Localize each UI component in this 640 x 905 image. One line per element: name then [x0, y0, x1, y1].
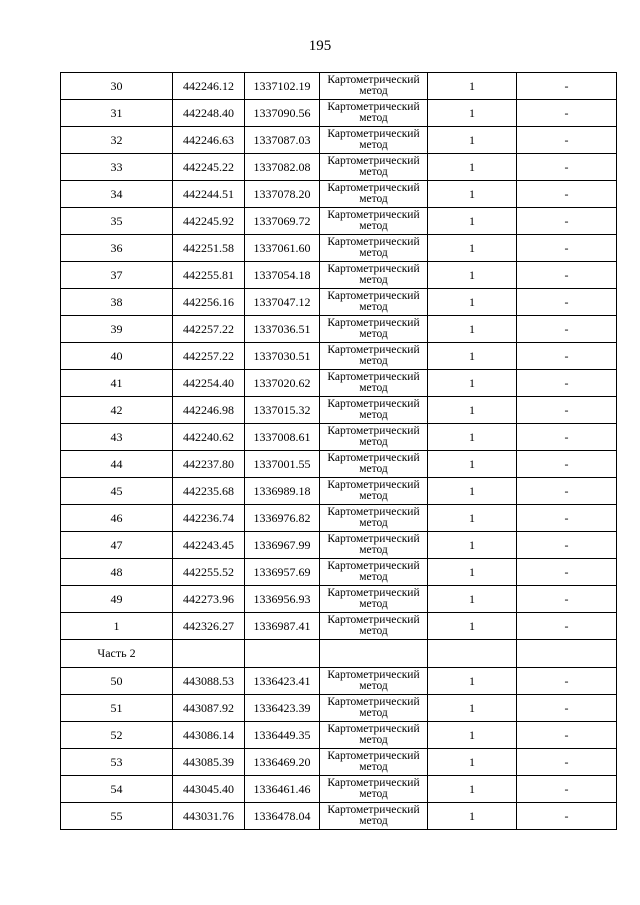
- method-cell: [320, 181, 428, 208]
- description-cell: -: [517, 397, 617, 424]
- table-row: [61, 559, 617, 586]
- method-line-2: метод: [359, 85, 388, 97]
- accuracy-cell: 1: [428, 586, 517, 613]
- x-coordinate-cell: 442246.12: [173, 73, 245, 100]
- accuracy-cell: 1: [428, 478, 517, 505]
- point-number-cell: 49: [61, 586, 173, 613]
- y-coordinate-cell: 1337008.61: [245, 424, 320, 451]
- method-line-2: метод: [359, 193, 388, 205]
- accuracy-cell: 1: [428, 370, 517, 397]
- table-row: [61, 749, 617, 776]
- x-coordinate-cell: 443087.92: [173, 695, 245, 722]
- method-line-2: метод: [359, 680, 388, 692]
- method-cell: [320, 478, 428, 505]
- method-line-2: метод: [359, 490, 388, 502]
- method-line-1: Картометрический: [327, 750, 420, 762]
- x-coordinate-cell: 442237.80: [173, 451, 245, 478]
- method-cell: [320, 668, 428, 695]
- y-coordinate-cell: 1337069.72: [245, 208, 320, 235]
- table-row: [61, 343, 617, 370]
- method-cell: [320, 100, 428, 127]
- table-row: [61, 803, 617, 830]
- description-cell: -: [517, 668, 617, 695]
- method-line-2: метод: [359, 815, 388, 827]
- accuracy-cell: 1: [428, 532, 517, 559]
- method-line-2: метод: [359, 598, 388, 610]
- point-number-cell: 48: [61, 559, 173, 586]
- table-row: [61, 722, 617, 749]
- x-coordinate-cell: 442251.58: [173, 235, 245, 262]
- method-cell: [320, 73, 428, 100]
- method-cell: [320, 559, 428, 586]
- method-line-1: Картометрический: [327, 777, 420, 789]
- x-coordinate-cell: 442254.40: [173, 370, 245, 397]
- point-number-cell: 53: [61, 749, 173, 776]
- x-coordinate-cell: 442248.40: [173, 100, 245, 127]
- method-line-1: Картометрический: [327, 479, 420, 491]
- table-row: [61, 505, 617, 532]
- point-number-cell: 54: [61, 776, 173, 803]
- table-row: [61, 397, 617, 424]
- point-number-cell: 51: [61, 695, 173, 722]
- method-cell: [320, 776, 428, 803]
- method-line-1: Картометрический: [327, 236, 420, 248]
- description-cell: -: [517, 695, 617, 722]
- method-line-2: метод: [359, 220, 388, 232]
- y-coordinate-cell: 1336478.04: [245, 803, 320, 830]
- y-coordinate-cell: 1336989.18: [245, 478, 320, 505]
- method-line-2: метод: [359, 301, 388, 313]
- method-line-1: Картометрический: [327, 723, 420, 735]
- x-coordinate-cell: 442246.98: [173, 397, 245, 424]
- y-coordinate-cell: 1337090.56: [245, 100, 320, 127]
- method-line-2: метод: [359, 382, 388, 394]
- method-cell: [320, 722, 428, 749]
- accuracy-cell: 1: [428, 559, 517, 586]
- method-cell: [320, 397, 428, 424]
- point-number-cell: 50: [61, 668, 173, 695]
- x-coordinate-cell: 442326.27: [173, 613, 245, 640]
- table-row: [61, 613, 617, 640]
- point-number-cell: 42: [61, 397, 173, 424]
- point-number-cell: 43: [61, 424, 173, 451]
- method-line-1: Картометрический: [327, 560, 420, 572]
- method-line-1: Картометрический: [327, 696, 420, 708]
- method-cell: [320, 613, 428, 640]
- accuracy-cell: 1: [428, 262, 517, 289]
- method-line-1: Картометрический: [327, 804, 420, 816]
- method-line-2: метод: [359, 517, 388, 529]
- method-line-1: Картометрический: [327, 101, 420, 113]
- accuracy-cell: 1: [428, 613, 517, 640]
- method-cell: [320, 532, 428, 559]
- method-line-1: Картометрический: [327, 290, 420, 302]
- x-coordinate-cell: 442240.62: [173, 424, 245, 451]
- method-line-2: метод: [359, 274, 388, 286]
- method-cell: [320, 505, 428, 532]
- x-coordinate-cell: 443086.14: [173, 722, 245, 749]
- table-row: [61, 776, 617, 803]
- method-line-1: Картометрический: [327, 74, 420, 86]
- method-line-2: метод: [359, 544, 388, 556]
- description-cell: -: [517, 613, 617, 640]
- accuracy-cell: 1: [428, 316, 517, 343]
- method-line-2: метод: [359, 788, 388, 800]
- y-coordinate-cell: 1336956.93: [245, 586, 320, 613]
- description-cell: -: [517, 532, 617, 559]
- x-coordinate-cell: 442243.45: [173, 532, 245, 559]
- method-line-2: метод: [359, 625, 388, 637]
- x-coordinate-cell: 442245.92: [173, 208, 245, 235]
- x-coordinate-cell: 442257.22: [173, 343, 245, 370]
- description-cell: -: [517, 208, 617, 235]
- description-cell: -: [517, 451, 617, 478]
- method-line-1: Картометрический: [327, 182, 420, 194]
- point-number-cell: 34: [61, 181, 173, 208]
- table-row: [61, 424, 617, 451]
- table-row: [61, 370, 617, 397]
- method-line-2: метод: [359, 139, 388, 151]
- accuracy-cell: 1: [428, 803, 517, 830]
- method-cell: [320, 235, 428, 262]
- point-number-cell: 46: [61, 505, 173, 532]
- y-coordinate-cell: 1336987.41: [245, 613, 320, 640]
- table-row: [61, 73, 617, 100]
- method-line-1: Картометрический: [327, 263, 420, 275]
- empty-cell: [428, 640, 517, 668]
- y-coordinate-cell: 1337020.62: [245, 370, 320, 397]
- accuracy-cell: 1: [428, 289, 517, 316]
- method-line-1: Картометрический: [327, 371, 420, 383]
- empty-cell: [320, 640, 428, 668]
- table-row: [61, 181, 617, 208]
- y-coordinate-cell: 1337036.51: [245, 316, 320, 343]
- method-line-1: Картометрический: [327, 669, 420, 681]
- x-coordinate-cell: 442235.68: [173, 478, 245, 505]
- section-row: [61, 640, 617, 668]
- method-cell: [320, 451, 428, 478]
- table-row: [61, 100, 617, 127]
- description-cell: -: [517, 749, 617, 776]
- x-coordinate-cell: 442255.52: [173, 559, 245, 586]
- y-coordinate-cell: 1336976.82: [245, 505, 320, 532]
- y-coordinate-cell: 1337015.32: [245, 397, 320, 424]
- accuracy-cell: 1: [428, 181, 517, 208]
- accuracy-cell: 1: [428, 127, 517, 154]
- method-cell: [320, 127, 428, 154]
- accuracy-cell: 1: [428, 154, 517, 181]
- empty-cell: [173, 640, 245, 668]
- method-line-1: Картометрический: [327, 344, 420, 356]
- method-cell: [320, 289, 428, 316]
- section-header: [61, 640, 617, 668]
- accuracy-cell: 1: [428, 100, 517, 127]
- x-coordinate-cell: 442255.81: [173, 262, 245, 289]
- point-number-cell: 44: [61, 451, 173, 478]
- table-row: [61, 208, 617, 235]
- y-coordinate-cell: 1336967.99: [245, 532, 320, 559]
- point-number-cell: 52: [61, 722, 173, 749]
- description-cell: -: [517, 235, 617, 262]
- point-number-cell: 55: [61, 803, 173, 830]
- method-cell: [320, 370, 428, 397]
- y-coordinate-cell: 1336423.39: [245, 695, 320, 722]
- x-coordinate-cell: 443085.39: [173, 749, 245, 776]
- table-row: [61, 478, 617, 505]
- accuracy-cell: 1: [428, 208, 517, 235]
- point-number-cell: 32: [61, 127, 173, 154]
- description-cell: -: [517, 100, 617, 127]
- y-coordinate-cell: 1336449.35: [245, 722, 320, 749]
- table-row: [61, 235, 617, 262]
- method-line-1: Картометрический: [327, 209, 420, 221]
- method-line-1: Картометрический: [327, 452, 420, 464]
- method-line-1: Картометрический: [327, 506, 420, 518]
- method-cell: [320, 424, 428, 451]
- point-number-cell: 41: [61, 370, 173, 397]
- point-number-cell: 45: [61, 478, 173, 505]
- description-cell: -: [517, 289, 617, 316]
- x-coordinate-cell: 442257.22: [173, 316, 245, 343]
- page-number: 195: [308, 38, 332, 54]
- accuracy-cell: 1: [428, 749, 517, 776]
- point-number-cell: 37: [61, 262, 173, 289]
- description-cell: -: [517, 370, 617, 397]
- description-cell: -: [517, 181, 617, 208]
- accuracy-cell: 1: [428, 451, 517, 478]
- point-number-cell: 1: [61, 613, 173, 640]
- y-coordinate-cell: 1336423.41: [245, 668, 320, 695]
- method-line-2: метод: [359, 112, 388, 124]
- method-line-1: Картометрический: [327, 425, 420, 437]
- description-cell: -: [517, 776, 617, 803]
- description-cell: -: [517, 73, 617, 100]
- accuracy-cell: 1: [428, 505, 517, 532]
- method-cell: [320, 343, 428, 370]
- method-cell: [320, 695, 428, 722]
- table-row: [61, 262, 617, 289]
- method-line-1: Картометрический: [327, 128, 420, 140]
- method-line-2: метод: [359, 734, 388, 746]
- method-line-2: метод: [359, 707, 388, 719]
- table-row: [61, 154, 617, 181]
- y-coordinate-cell: 1337102.19: [245, 73, 320, 100]
- x-coordinate-cell: 442256.16: [173, 289, 245, 316]
- accuracy-cell: 1: [428, 73, 517, 100]
- y-coordinate-cell: 1337001.55: [245, 451, 320, 478]
- method-line-2: метод: [359, 247, 388, 259]
- table-body-part-2: [61, 668, 617, 830]
- accuracy-cell: 1: [428, 668, 517, 695]
- description-cell: -: [517, 505, 617, 532]
- accuracy-cell: 1: [428, 343, 517, 370]
- table-row: [61, 451, 617, 478]
- section-label: Часть 2: [61, 640, 173, 668]
- point-number-cell: 38: [61, 289, 173, 316]
- point-number-cell: 31: [61, 100, 173, 127]
- y-coordinate-cell: 1337061.60: [245, 235, 320, 262]
- x-coordinate-cell: 442273.96: [173, 586, 245, 613]
- method-line-2: метод: [359, 761, 388, 773]
- y-coordinate-cell: 1336461.46: [245, 776, 320, 803]
- empty-cell: [517, 640, 617, 668]
- method-cell: [320, 749, 428, 776]
- y-coordinate-cell: 1337087.03: [245, 127, 320, 154]
- y-coordinate-cell: 1337054.18: [245, 262, 320, 289]
- x-coordinate-cell: 443045.40: [173, 776, 245, 803]
- point-number-cell: 30: [61, 73, 173, 100]
- method-line-2: метод: [359, 328, 388, 340]
- x-coordinate-cell: 442246.63: [173, 127, 245, 154]
- empty-cell: [245, 640, 320, 668]
- description-cell: -: [517, 803, 617, 830]
- accuracy-cell: 1: [428, 397, 517, 424]
- method-line-1: Картометрический: [327, 533, 420, 545]
- y-coordinate-cell: 1336469.20: [245, 749, 320, 776]
- y-coordinate-cell: 1337047.12: [245, 289, 320, 316]
- description-cell: -: [517, 343, 617, 370]
- table-row: [61, 316, 617, 343]
- description-cell: -: [517, 478, 617, 505]
- x-coordinate-cell: 442236.74: [173, 505, 245, 532]
- point-number-cell: 40: [61, 343, 173, 370]
- y-coordinate-cell: 1336957.69: [245, 559, 320, 586]
- description-cell: -: [517, 586, 617, 613]
- description-cell: -: [517, 424, 617, 451]
- table-body-part-1: [61, 73, 617, 640]
- description-cell: -: [517, 316, 617, 343]
- accuracy-cell: 1: [428, 235, 517, 262]
- x-coordinate-cell: 443031.76: [173, 803, 245, 830]
- description-cell: -: [517, 559, 617, 586]
- y-coordinate-cell: 1337030.51: [245, 343, 320, 370]
- accuracy-cell: 1: [428, 424, 517, 451]
- method-cell: [320, 154, 428, 181]
- accuracy-cell: 1: [428, 722, 517, 749]
- method-line-2: метод: [359, 166, 388, 178]
- method-line-2: метод: [359, 571, 388, 583]
- description-cell: -: [517, 127, 617, 154]
- method-line-1: Картометрический: [327, 317, 420, 329]
- table-row: [61, 532, 617, 559]
- table-row: [61, 586, 617, 613]
- method-cell: [320, 262, 428, 289]
- method-line-2: метод: [359, 409, 388, 421]
- point-number-cell: 39: [61, 316, 173, 343]
- table-row: [61, 668, 617, 695]
- description-cell: -: [517, 154, 617, 181]
- method-line-1: Картометрический: [327, 398, 420, 410]
- description-cell: -: [517, 722, 617, 749]
- table-row: [61, 127, 617, 154]
- method-line-1: Картометрический: [327, 155, 420, 167]
- method-line-2: метод: [359, 436, 388, 448]
- description-cell: -: [517, 262, 617, 289]
- accuracy-cell: 1: [428, 776, 517, 803]
- point-number-cell: 33: [61, 154, 173, 181]
- method-line-2: метод: [359, 463, 388, 475]
- point-number-cell: 47: [61, 532, 173, 559]
- method-cell: [320, 586, 428, 613]
- point-number-cell: 36: [61, 235, 173, 262]
- accuracy-cell: 1: [428, 695, 517, 722]
- method-line-1: Картометрический: [327, 587, 420, 599]
- coordinates-table: [60, 72, 617, 830]
- y-coordinate-cell: 1337082.08: [245, 154, 320, 181]
- x-coordinate-cell: 442244.51: [173, 181, 245, 208]
- x-coordinate-cell: 442245.22: [173, 154, 245, 181]
- table-row: [61, 289, 617, 316]
- method-line-1: Картометрический: [327, 614, 420, 626]
- x-coordinate-cell: 443088.53: [173, 668, 245, 695]
- point-number-cell: 35: [61, 208, 173, 235]
- method-cell: [320, 803, 428, 830]
- y-coordinate-cell: 1337078.20: [245, 181, 320, 208]
- method-cell: [320, 208, 428, 235]
- method-cell: [320, 316, 428, 343]
- table-row: [61, 695, 617, 722]
- method-line-2: метод: [359, 355, 388, 367]
